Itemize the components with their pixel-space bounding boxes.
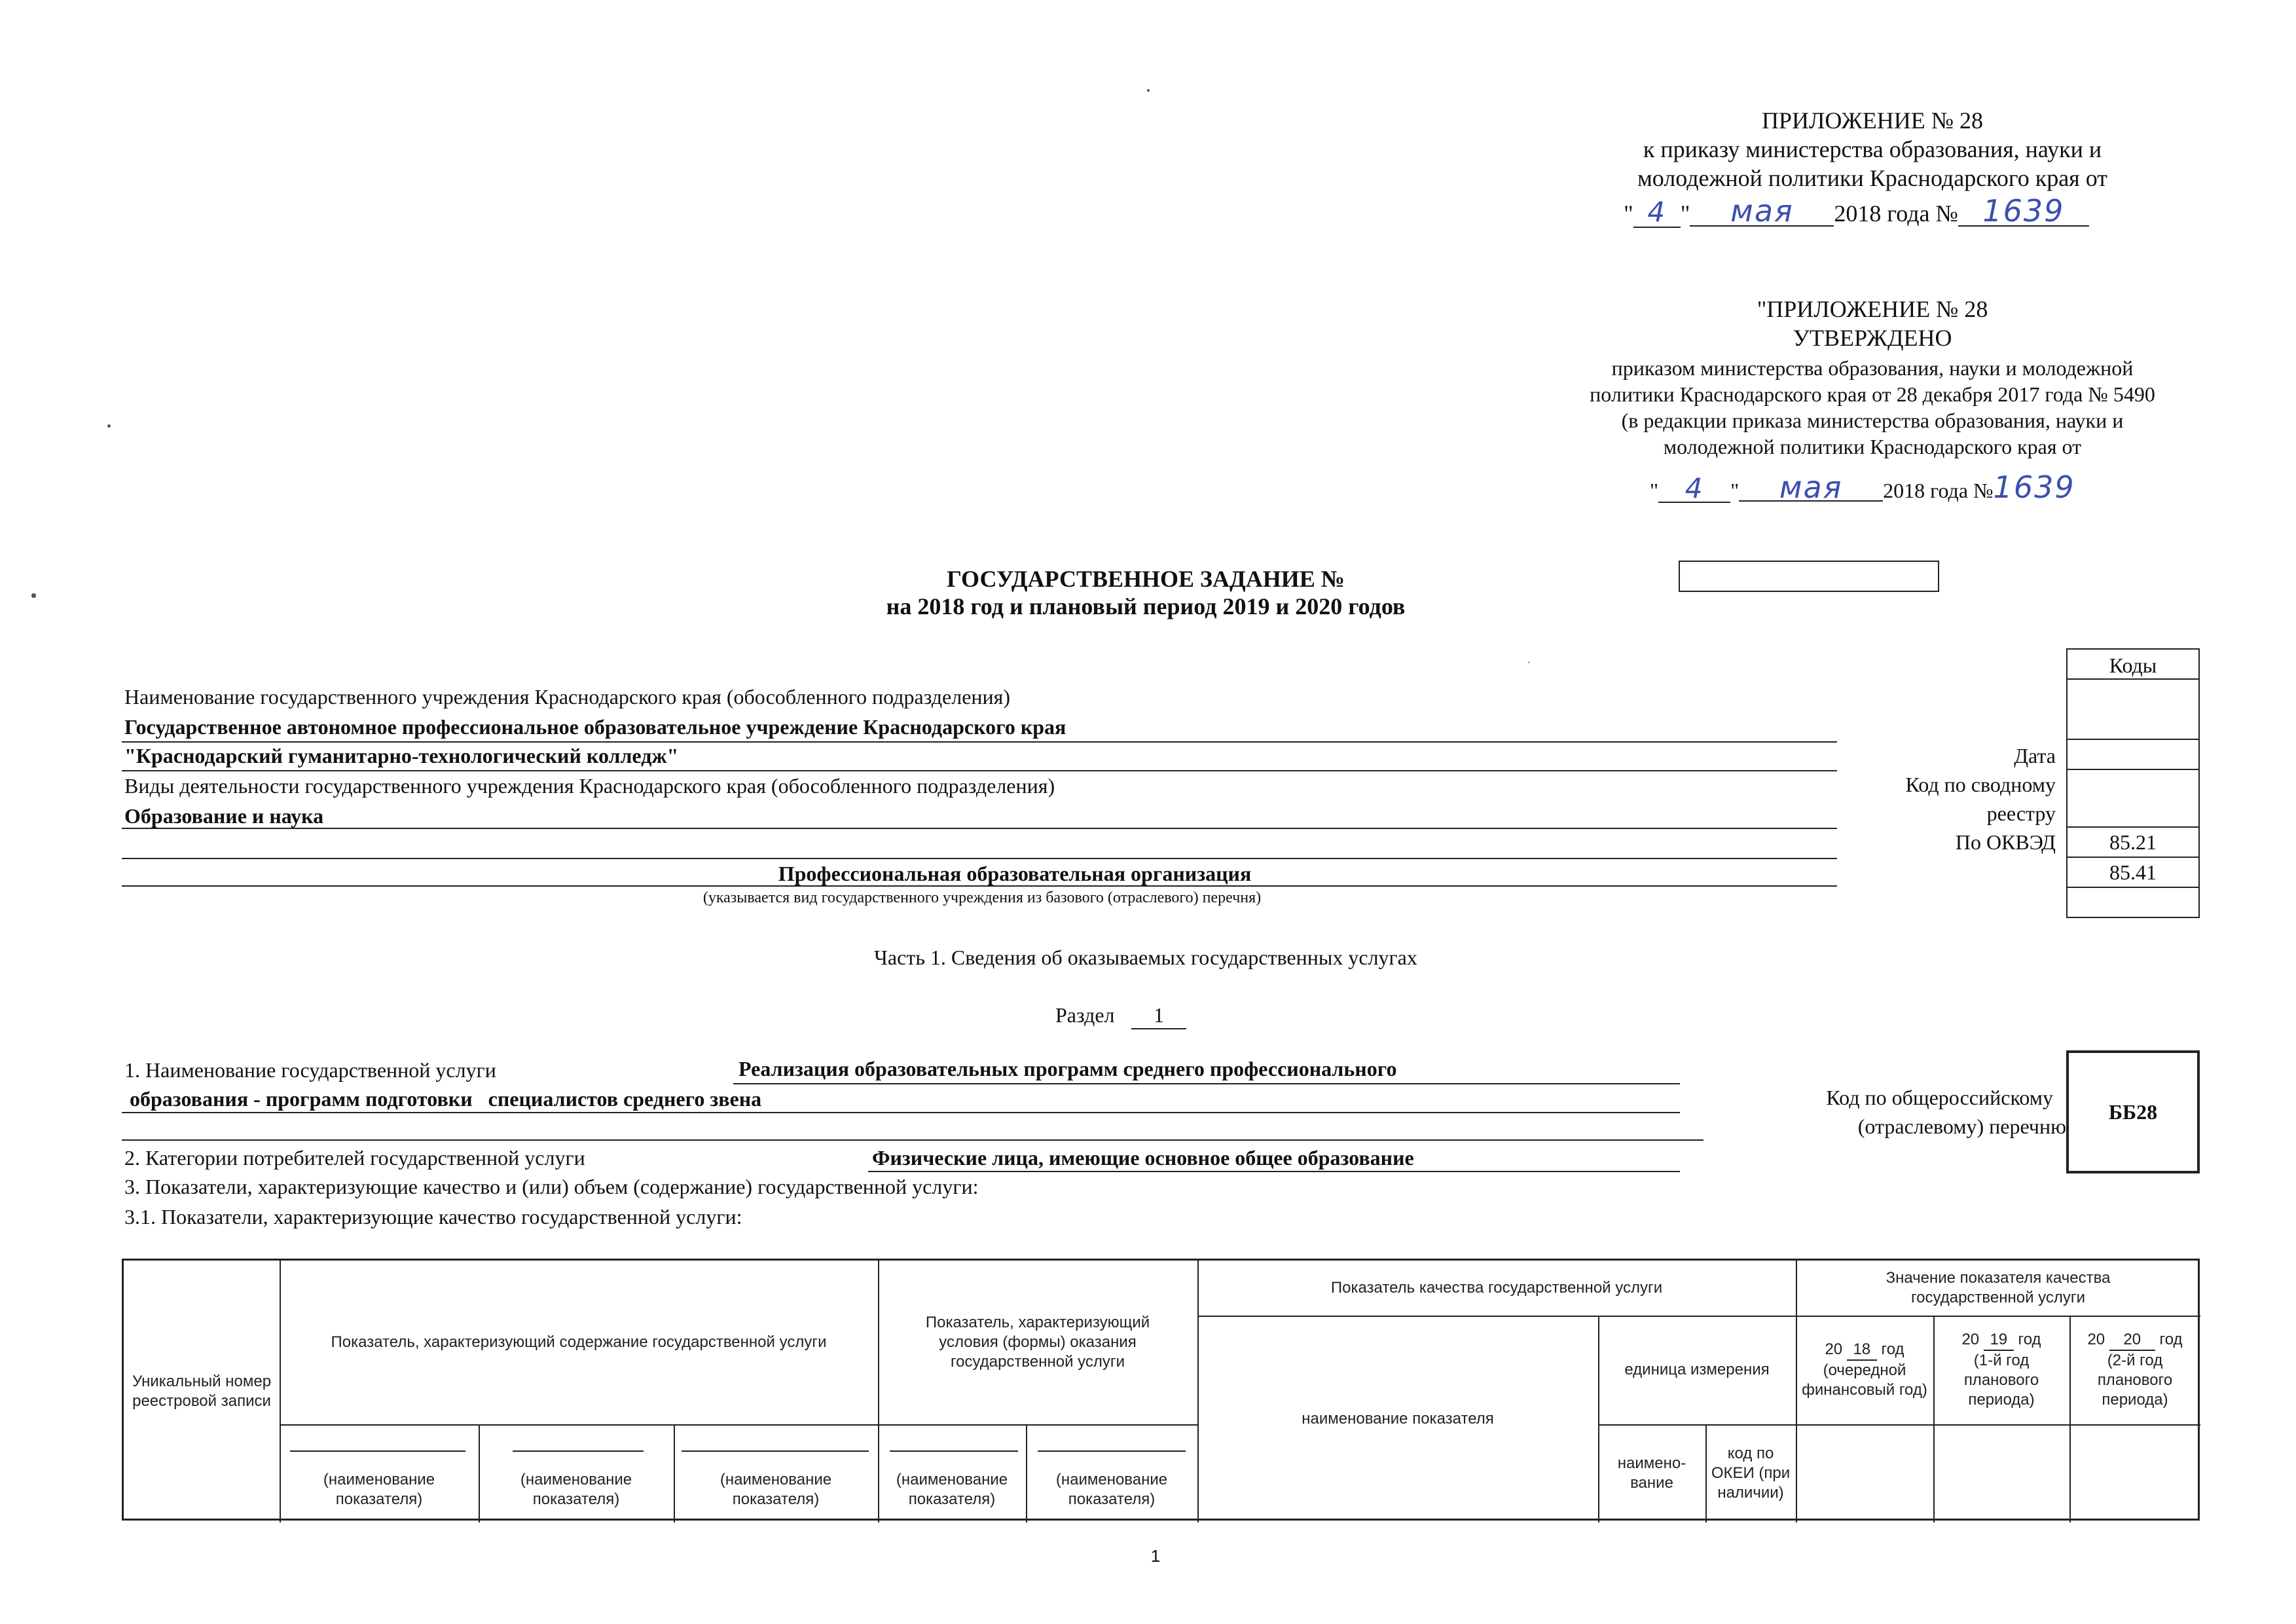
- institution-name-label: Наименование государственного учреждения Краснодарского края (обособленного подразделения): [124, 685, 1011, 709]
- year-1-note: (очередной финансовый год): [1802, 1361, 1927, 1399]
- col-unit-name: наимено-вание: [1617, 1454, 1686, 1492]
- codes-header: Коды: [2109, 654, 2157, 677]
- service-name-1: Реализация образовательных программ среднего профессионального: [738, 1057, 1397, 1080]
- quality-indicators-table: [122, 1259, 2200, 1521]
- svod-label-2: реестру: [1986, 802, 2056, 825]
- section-label: Раздел: [1055, 1003, 1115, 1027]
- institution-type-hint: (указывается вид государственного учреждения из базового (отраслевого) перечня): [702, 889, 1262, 906]
- okp-label-1: Код по общероссийскому: [1826, 1086, 2053, 1109]
- scan-speck: [107, 424, 111, 428]
- date-label: Дата: [2014, 744, 2056, 767]
- appendix-new-title: ПРИЛОЖЕНИЕ № 28: [1761, 107, 1984, 134]
- year-2-note: (1-й год планового периода): [1963, 1352, 2039, 1409]
- year-1: 18: [1847, 1340, 1877, 1361]
- col-okei: код по ОКЕИ (при наличии): [1711, 1445, 1791, 1502]
- institution-type: Профессиональная образовательная организация: [778, 862, 1252, 885]
- appendix-old-line1: приказом министерства образования, науки и молодежной: [1611, 356, 2134, 380]
- content-indicator-2: (наименование показателя): [520, 1471, 632, 1508]
- paragraph-3: 3. Показатели, характеризующие качество и (или) объем (содержание) государственной услуги:: [124, 1175, 979, 1198]
- scan-speck: [1147, 89, 1150, 92]
- page-number: 1: [1150, 1546, 1161, 1566]
- appendix-new-block: [1545, 106, 2200, 193]
- appendix-old-line4: молодежной политики Краснодарского края от: [1663, 435, 2082, 458]
- year-2: 19: [1984, 1330, 2014, 1351]
- appendix-old-year: 2018 года №: [1883, 479, 1994, 502]
- col-conditions-indicator: Показатель, характеризующий условия (формы) оказания государственной услуги: [925, 1314, 1150, 1371]
- col-indicator-name: наименование показателя: [1302, 1410, 1494, 1428]
- appendix-new-line1: к приказу министерства образования, науки и: [1643, 136, 2102, 162]
- appendix-new-year: 2018 года №: [1834, 200, 1958, 227]
- approved-label: УТВЕРЖДЕНО: [1793, 325, 1952, 351]
- conditions-indicator-2: (наименование показателя): [1055, 1471, 1168, 1508]
- conditions-indicator-1: (наименование показателя): [896, 1471, 1008, 1508]
- okp-code: ББ28: [2108, 1100, 2158, 1124]
- col-quality-indicator: Показатель качества государственной услуги: [1330, 1279, 1663, 1297]
- handwritten-day: 4: [1658, 475, 1730, 503]
- content-indicator-3: (наименование показателя): [720, 1471, 832, 1508]
- service-name-label: 1. Наименование государственной услуги: [124, 1058, 496, 1082]
- appendix-old-title: "ПРИЛОЖЕНИЕ № 28: [1757, 296, 1988, 322]
- assignment-number-field[interactable]: [1679, 561, 1939, 592]
- appendix-old-line2: политики Краснодарского края от 28 декабря 2017 года № 5490: [1590, 382, 2155, 406]
- col-year-2: 20 19 год (1-й год планового периода): [1933, 1316, 2069, 1424]
- year-3: 20: [2109, 1330, 2155, 1351]
- handwritten-number: 1639: [1993, 470, 2075, 505]
- document-subtitle: на 2018 год и плановый период 2019 и 2020 годов: [886, 593, 1406, 619]
- paragraph-3-1: 3.1. Показатели, характеризующие качество государственной услуги:: [124, 1205, 742, 1228]
- appendix-new-date-line: " 4 " мая 2018 года № 1639: [1624, 196, 2121, 236]
- okved-label: По ОКВЭД: [1955, 830, 2056, 854]
- handwritten-day: 4: [1633, 198, 1681, 228]
- activity-value: Образование и наука: [124, 804, 324, 828]
- handwritten-month: мая: [1690, 196, 1834, 227]
- scan-speck: [31, 593, 36, 598]
- part-title: Часть 1. Сведения об оказываемых государственных услугах: [874, 946, 1417, 969]
- consumers-label: 2. Категории потребителей государственной услуги: [124, 1146, 585, 1170]
- appendix-old-line3: (в редакции приказа министерства образования, науки и: [1621, 409, 2124, 432]
- activity-label: Виды деятельности государственного учреждения Краснодарского края (обособленного подразделения): [124, 774, 1055, 798]
- scan-speck: [1528, 661, 1530, 663]
- consumers-value: Физические лица, имеющие основное общее образование: [872, 1146, 1414, 1170]
- year-3-note: (2-й год планового периода): [2097, 1352, 2173, 1409]
- appendix-new-line2: молодежной политики Краснодарского края от: [1637, 165, 2107, 191]
- section-number: 1: [1131, 1002, 1186, 1029]
- handwritten-number: 1639: [1958, 196, 2089, 227]
- okved-code-1: 85.21: [2109, 830, 2157, 854]
- okved-code-2: 85.41: [2109, 860, 2157, 884]
- okp-label-2: (отраслевому) перечню: [1857, 1115, 2066, 1138]
- document-title: ГОСУДАРСТВЕННОЕ ЗАДАНИЕ №: [947, 566, 1345, 592]
- col-unique-number: Уникальный номер реестровой записи: [132, 1373, 272, 1410]
- col-quality-value: Значение показателя качества государственной услуги: [1886, 1269, 2111, 1306]
- appendix-old-date-line: " 4 " мая 2018 года №1639: [1650, 474, 2147, 513]
- service-name-2: образования - программ подготовки специалистов среднего звена: [124, 1087, 762, 1111]
- appendix-old-block: [1512, 295, 2232, 460]
- col-content-indicator: Показатель, характеризующий содержание государственной услуги: [331, 1333, 827, 1351]
- col-year-3: 20 20 год (2-й год планового периода): [2069, 1316, 2200, 1424]
- institution-name-2: "Краснодарский гуманитарно-технологический колледж": [124, 744, 679, 767]
- col-unit: единица измерения: [1624, 1361, 1770, 1378]
- okp-code-box: [2066, 1050, 2200, 1173]
- svod-label-1: Код по сводному: [1905, 773, 2056, 796]
- col-year-1: 20 18 год (очередной финансовый год): [1796, 1316, 1933, 1424]
- handwritten-month: мая: [1739, 474, 1883, 502]
- institution-name-1: Государственное автономное профессиональное образовательное учреждение Краснодарского края: [124, 715, 1066, 739]
- content-indicator-1: (наименование показателя): [323, 1471, 435, 1508]
